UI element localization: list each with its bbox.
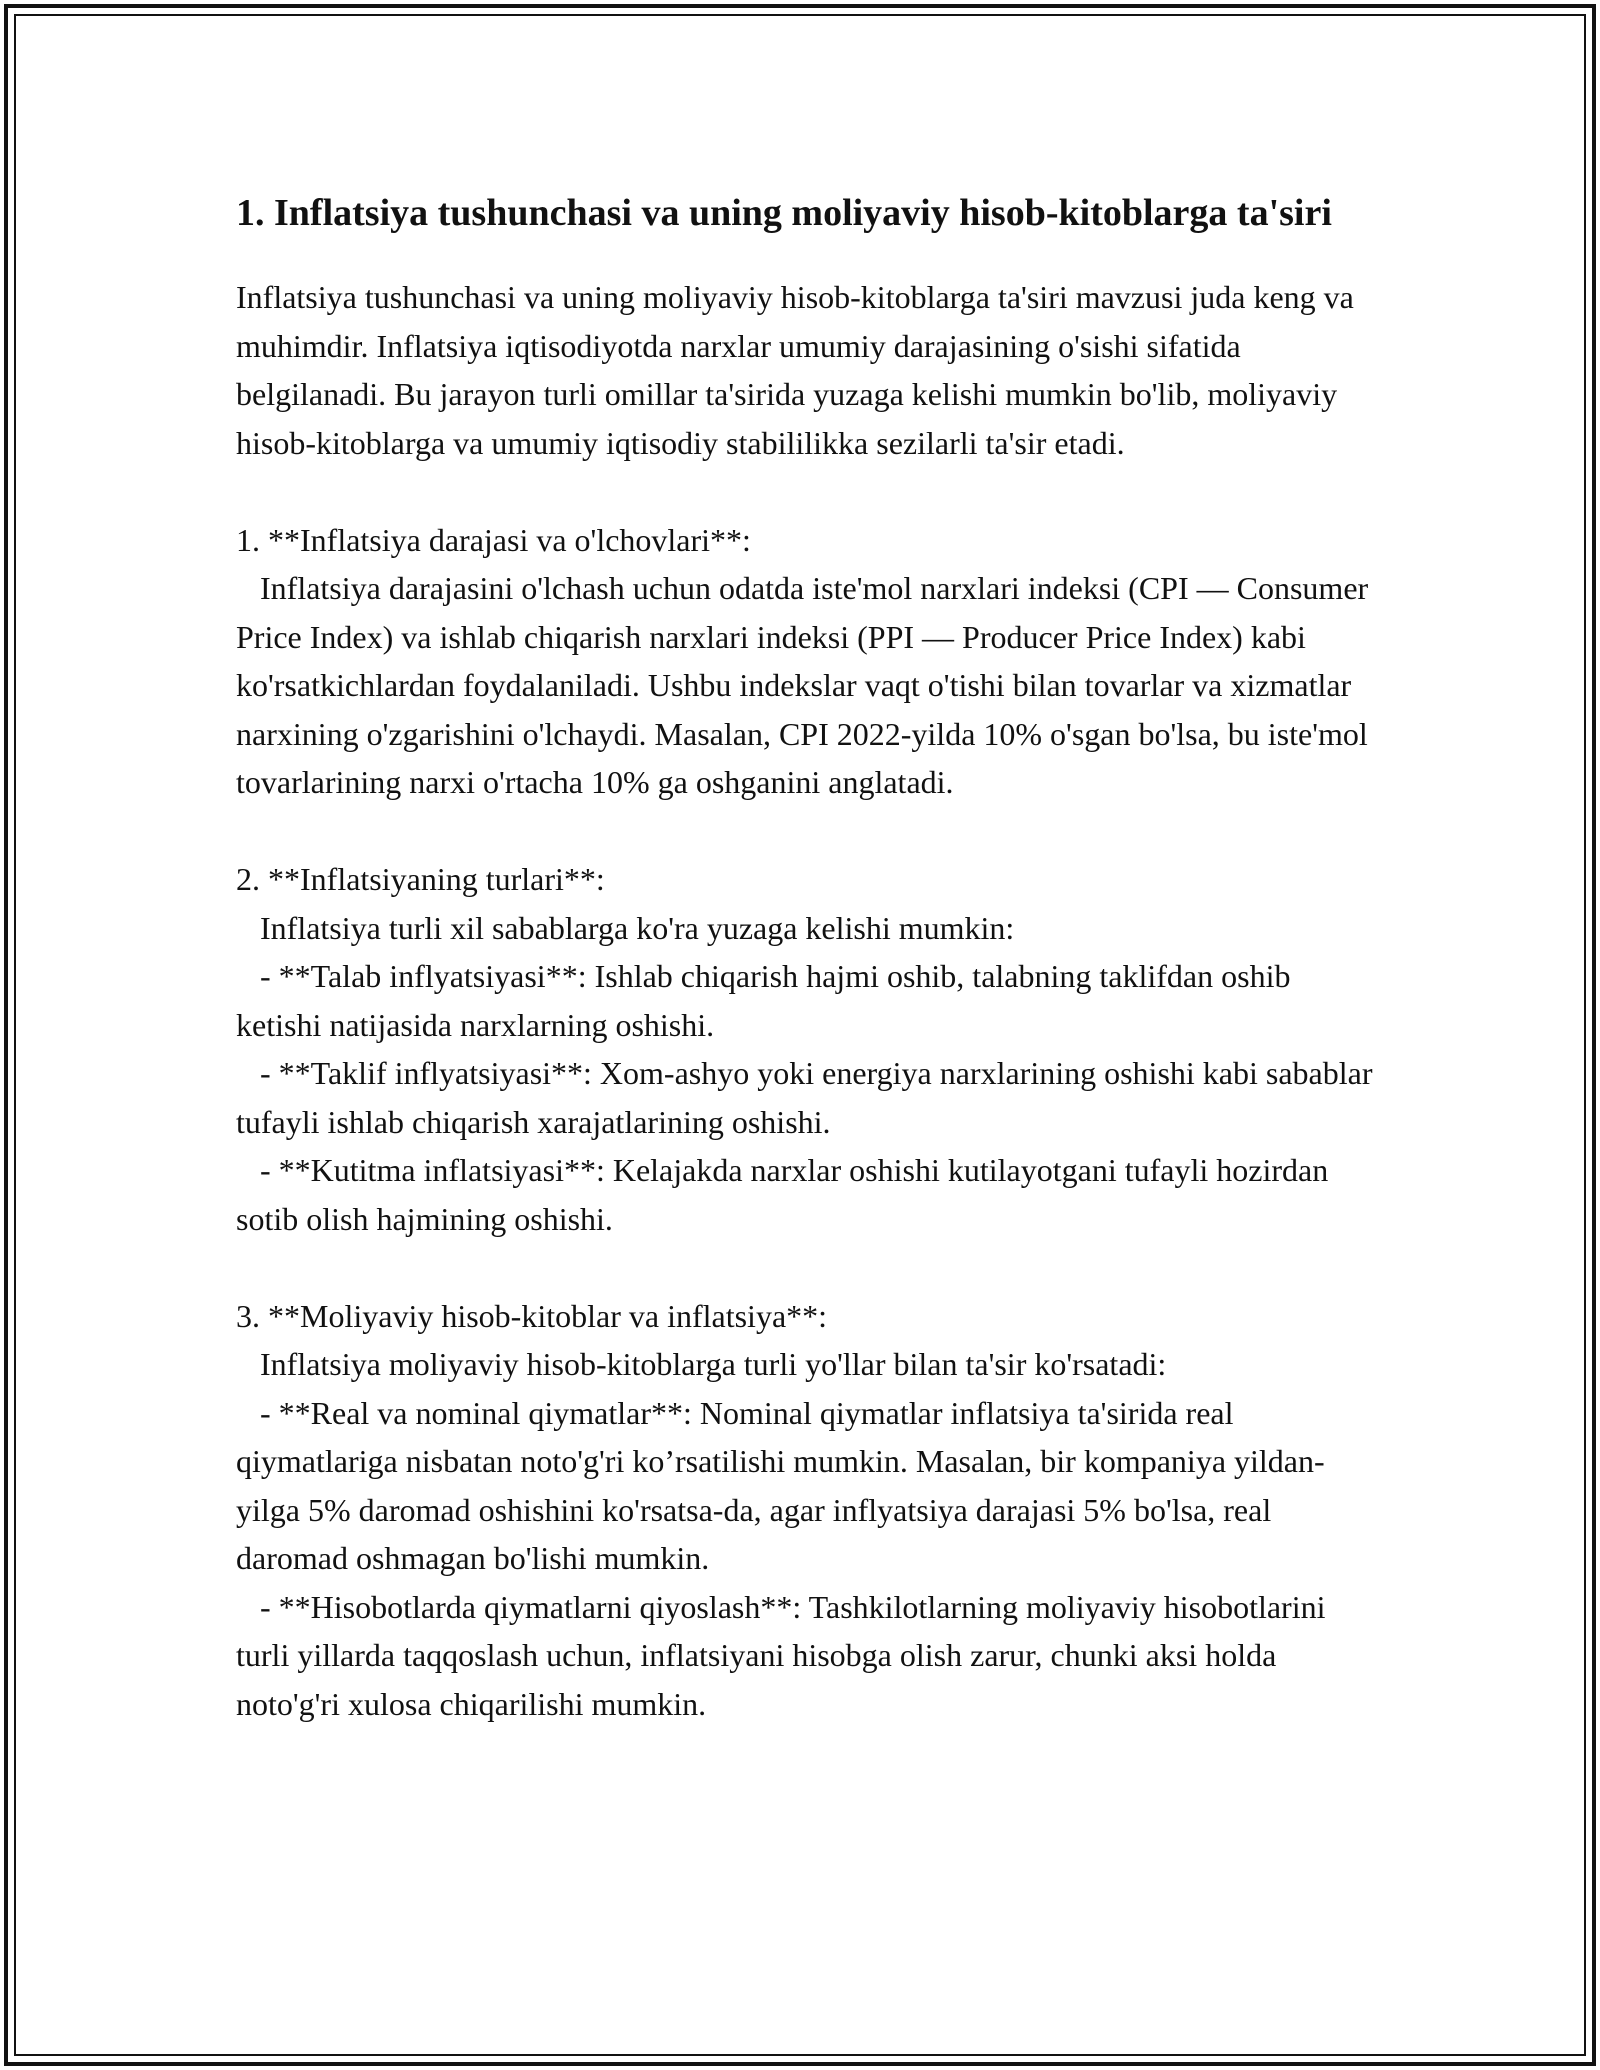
list-item: - **Taklif inflyatsiyasi**: Xom-ashyo yoki energiya narxlarining oshishi kabi sabablar tufayli ishlab chiqarish xarajatlarining oshishi.	[236, 1055, 1381, 1140]
list-item: - **Real va nominal qiymatlar**: Nominal qiymatlar inflatsiya ta'sirida real qiymatlariga nisbatan noto'g'ri ko’rsatilishi mumkin. Masalan, bir kompaniya yildan-yilga 5% daromad oshishini ko'rsatsa-da, agar inflyatsiya darajasi 5% bo'lsa, real daromad oshmagan bo'lishi mumkin.	[236, 1394, 1325, 1576]
section-3	[236, 1292, 1376, 1729]
blank-line	[236, 467, 1376, 516]
document-body	[236, 185, 1381, 1728]
section-paragraph: Inflatsiya darajasini o'lchash uchun odatda iste'mol narxlari indeksi (CPI — Consumer Price Index) va ishlab chiqarish narxlari indeksi (PPI — Producer Price Index) kabi ko'rsatkichlardan foydalaniladi. Ushbu indekslar vaqt o'tishi bilan tovarlar va xizmatlar narxining o'zgarishini o'lchaydi. Masalan, CPI 2022-yilda 10% o'sgan bo'lsa, bu iste'mol tovarlarining narxi o'rtacha 10% ga oshganini anglatadi.	[236, 570, 1377, 800]
section-paragraph: Inflatsiya moliyaviy hisob-kitoblarga turli yo'llar bilan ta'sir ko'rsatadi:	[236, 1346, 1167, 1382]
list-item: - **Kutitma inflatsiyasi**: Kelajakda narxlar oshishi kutilayotgani tufayli hozirdan sotib olish hajmining oshishi.	[236, 1152, 1337, 1237]
blank-line	[236, 1243, 1376, 1292]
list-item: - **Hisobotlarda qiymatlarni qiyoslash**: Tashkilotlarning moliyaviy hisobotlarini turli yillarda taqqoslash uchun, inflatsiyani hisobga olish zarur, chunki aksi holda noto'g'ri xulosa chiqarilishi mumkin.	[236, 1588, 1334, 1722]
document-title: 1. Inflatsiya tushunchasi va uning moliyaviy hisob-kitoblarga ta'siri	[236, 192, 1332, 234]
section-heading: 1. **Inflatsiya darajasi va o'lchovlari**:	[236, 521, 751, 558]
intro-paragraph: Inflatsiya tushunchasi va uning moliyaviy hisob-kitoblarga ta'siri mavzusi juda keng va muhimdir. Inflatsiya iqtisodiyotda narxlar umumiy darajasining o'sishi sifatida belgilanadi. Bu jarayon turli omillar ta'sirida yuzaga kelishi mumkin bo'lib, moliyaviy hisob-kitoblarga va umumiy iqtisodiy stabililikka sezilarli ta'sir etadi.	[236, 279, 1362, 461]
section-heading: 2. **Inflatsiyaning turlari**:	[236, 861, 605, 897]
list-item: - **Talab inflyatsiyasi**: Ishlab chiqarish hajmi oshib, talabning taklifdan oshib ketishi natijasida narxlarning oshishi.	[236, 958, 1299, 1043]
section-heading: 3. **Moliyaviy hisob-kitoblar va inflatsiya**:	[236, 1297, 828, 1334]
section-2	[236, 855, 1381, 1243]
section-paragraph: Inflatsiya turli xil sabablarga ko'ra yuzaga kelishi mumkin:	[236, 909, 1015, 946]
section-1	[236, 516, 1376, 807]
blank-line	[236, 807, 1376, 856]
